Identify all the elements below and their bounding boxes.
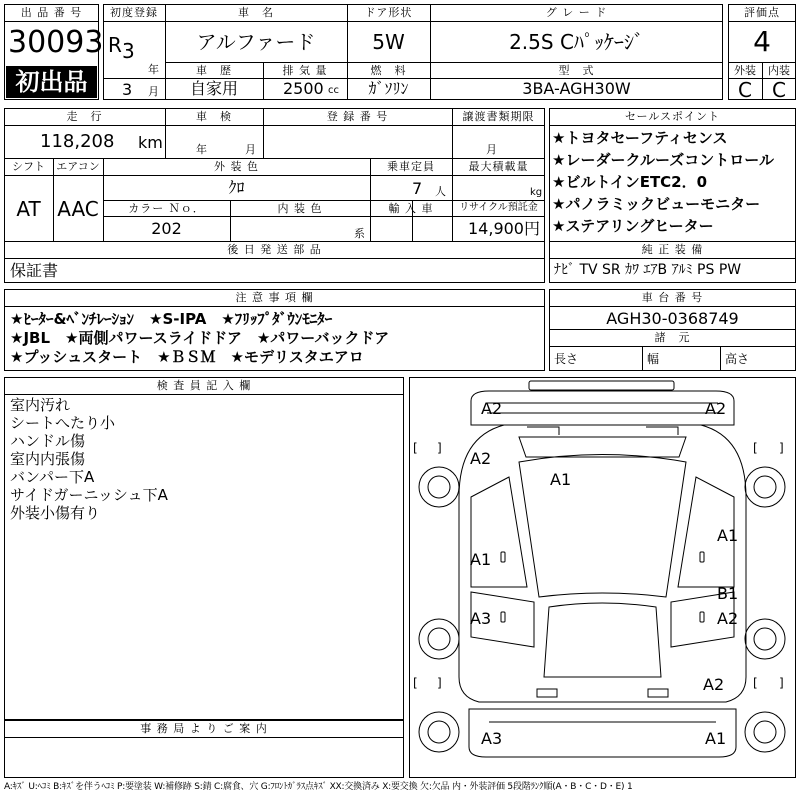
model-value: 3BA-AGH30W bbox=[522, 79, 631, 98]
inspector-note-4: 室内内張傷 bbox=[10, 450, 86, 468]
caution-line-1: ★ﾋｰﾀｰ&ﾍﾞﾝﾁﾚｰｼｮﾝ ★S-IPA ★ﾌﾘｯﾌﾟﾀﾞｳﾝﾓﾆﾀｰ bbox=[10, 310, 333, 328]
recycle-value: 14,900円 bbox=[468, 219, 540, 238]
caution-line-2: ★JBL ★両側パワースライドドア ★パワーバックドア bbox=[10, 329, 390, 347]
svg-text:[: [ bbox=[753, 441, 758, 455]
shaken-month-unit: 月 bbox=[245, 143, 256, 156]
genuine-value: ﾅﾋﾞ TV SR ｶﾜ ｴｱB ｱﾙﾐ PS PW bbox=[554, 262, 742, 278]
svg-text:[: [ bbox=[413, 441, 418, 455]
max-load-label: 最大積載量 bbox=[468, 160, 529, 173]
caution-line-3: ★プッシュスタート ★ＢＳＭ ★モデリスタエアロ bbox=[10, 348, 364, 366]
capacity-value: 7 bbox=[412, 179, 423, 198]
inspector-label: 検 査 員 記 入 欄 bbox=[156, 379, 252, 392]
import-label: 輸 入 車 bbox=[388, 202, 434, 215]
chassis-label: 車 台 番 号 bbox=[641, 291, 704, 304]
later-parts-value: 保証書 bbox=[10, 261, 59, 280]
year-value: 3 bbox=[122, 39, 135, 63]
caution-label: 注 意 事 項 欄 bbox=[235, 291, 314, 304]
svg-text:]: ] bbox=[779, 441, 784, 455]
office-label: 事 務 局 よ り ご 案 内 bbox=[140, 722, 268, 735]
first-listing-badge: 初出品 bbox=[6, 66, 97, 98]
sales-point-4: ★パノラミックビューモニター bbox=[552, 195, 761, 213]
svg-text:[: [ bbox=[413, 676, 418, 690]
ext-label: 外装 bbox=[734, 64, 756, 77]
sales-point-5: ★ステアリングヒーター bbox=[552, 217, 714, 235]
genuine-label: 純 正 装 備 bbox=[641, 243, 704, 256]
svg-text:]: ] bbox=[779, 676, 784, 690]
mark-rear-bumper-right: A1 bbox=[705, 729, 727, 748]
shift-label: シフト bbox=[12, 160, 45, 173]
lot-no-value: 30093 bbox=[8, 25, 104, 60]
shaken-label: 車 検 bbox=[196, 110, 232, 123]
mark-front-right: A2 bbox=[705, 399, 727, 418]
car-diagram bbox=[409, 377, 796, 778]
dimensions-label: 諸 元 bbox=[654, 331, 691, 344]
model-label: 型 式 bbox=[558, 64, 595, 77]
color-no-label: カラー Ｎｏ． bbox=[128, 202, 205, 215]
mileage-label: 走 行 bbox=[66, 110, 103, 123]
mark-rear-bumper-left: A3 bbox=[481, 729, 503, 748]
year-unit: 年 bbox=[148, 63, 159, 76]
series-unit: 系 bbox=[354, 227, 365, 240]
shaken-year-unit: 年 bbox=[196, 143, 207, 156]
int-grade-value: C bbox=[772, 78, 786, 102]
mileage-value: 118,208 bbox=[40, 131, 115, 152]
capacity-label: 乗車定員 bbox=[387, 160, 435, 173]
door-label: ドア形状 bbox=[364, 6, 413, 19]
sales-point-2: ★レーダークルーズコントロール bbox=[552, 151, 774, 169]
lot-no-label: 出 品 番 号 bbox=[20, 6, 83, 19]
mark-front-left: A2 bbox=[481, 399, 503, 418]
inspector-note-3: ハンドル傷 bbox=[10, 432, 86, 450]
km-unit: km bbox=[138, 133, 163, 152]
ext-color-label: 外 装 色 bbox=[214, 160, 259, 173]
mark-roof: A1 bbox=[550, 470, 572, 489]
later-parts-label: 後 日 発 送 部 品 bbox=[227, 243, 322, 256]
length-label: 長さ bbox=[554, 352, 579, 366]
sales-point-3: ★ビルトインETC2．0 bbox=[552, 173, 708, 191]
inspector-note-1: 室内汚れ bbox=[10, 396, 71, 414]
reg-no-label: 登 録 番 号 bbox=[326, 110, 389, 123]
height-label: 高さ bbox=[725, 352, 750, 366]
score-value: 4 bbox=[753, 25, 771, 58]
ext-color-value: ｸﾛ bbox=[228, 178, 245, 197]
car-name-value: アルファード bbox=[196, 30, 316, 54]
mark-rear-right-quarter: A2 bbox=[703, 675, 725, 694]
legend-text: A:ｷｽﾞ U:ﾍｺﾐ B:ｷｽﾞを伴うﾍｺﾐ P:要塗装 W:補修跡 S:錆 C:腐食、穴 G:ﾌﾛﾝﾄｶﾞﾗｽ点ｷｽﾞ XX:交換済み X:要交換 欠:欠品 内・外装評価 5段階ﾗﾝｸ順(A・B・C・D・E) 1 bbox=[4, 782, 633, 792]
ext-grade-value: C bbox=[738, 78, 752, 102]
mark-right-rear-door-2: A2 bbox=[717, 609, 739, 628]
score-label: 評価点 bbox=[744, 6, 780, 19]
cc-unit: cc bbox=[328, 85, 339, 96]
mark-left-rear-door: A3 bbox=[470, 609, 492, 628]
month-value: 3 bbox=[122, 80, 133, 99]
grade-label: グ レ ー ド bbox=[545, 6, 608, 19]
mark-right-front-door: A1 bbox=[717, 526, 739, 545]
transfer-label: 譲渡書類期限 bbox=[462, 110, 535, 123]
shift-value: AT bbox=[16, 197, 41, 221]
kg-unit: kg bbox=[530, 187, 543, 198]
width-label: 幅 bbox=[647, 352, 660, 366]
grade-value: 2.5S Cﾊﾟｯｹｰｼﾞ bbox=[509, 30, 644, 54]
era-value: R bbox=[108, 33, 122, 57]
svg-text:[: [ bbox=[753, 676, 758, 690]
svg-text:]: ] bbox=[437, 441, 442, 455]
first-reg-label: 初度登録 bbox=[110, 6, 158, 19]
sales-point-label: セールスポイント bbox=[624, 110, 720, 123]
aircon-value: AAC bbox=[57, 197, 99, 221]
chassis-value: AGH30-0368749 bbox=[606, 309, 739, 328]
transfer-month-unit: 月 bbox=[486, 143, 497, 156]
mark-hood-left: A2 bbox=[470, 449, 492, 468]
inspector-note-6: サイドガーニッシュ下A bbox=[10, 486, 168, 504]
history-value: 自家用 bbox=[189, 79, 238, 98]
door-value: 5W bbox=[372, 30, 405, 54]
recycle-label: リサイクル預託金 bbox=[459, 202, 538, 213]
month-unit: 月 bbox=[148, 85, 159, 98]
sales-point-1: ★トヨタセーフティセンス bbox=[552, 129, 728, 147]
int-color-label: 内 装 色 bbox=[277, 202, 323, 215]
aircon-label: エアコン bbox=[56, 160, 100, 173]
fuel-label: 燃 料 bbox=[370, 64, 407, 77]
fuel-value: ｶﾞｿﾘﾝ bbox=[368, 79, 409, 98]
person-unit: 人 bbox=[435, 185, 446, 198]
color-no-value: 202 bbox=[151, 219, 182, 238]
displacement-value: 2500 bbox=[283, 79, 324, 98]
mark-right-rear-door-1: B1 bbox=[717, 584, 739, 603]
inspector-note-2: シートへたり小 bbox=[10, 414, 116, 432]
svg-text:]: ] bbox=[437, 676, 442, 690]
inspector-note-5: バンパー下A bbox=[10, 468, 95, 486]
displacement-label: 排 気 量 bbox=[282, 64, 328, 77]
history-label: 車 歴 bbox=[196, 64, 232, 77]
inspector-note-7: 外装小傷有り bbox=[10, 504, 101, 522]
mark-left-front-door: A1 bbox=[470, 550, 492, 569]
int-label: 内装 bbox=[768, 64, 790, 77]
car-name-label: 車 名 bbox=[238, 6, 274, 19]
